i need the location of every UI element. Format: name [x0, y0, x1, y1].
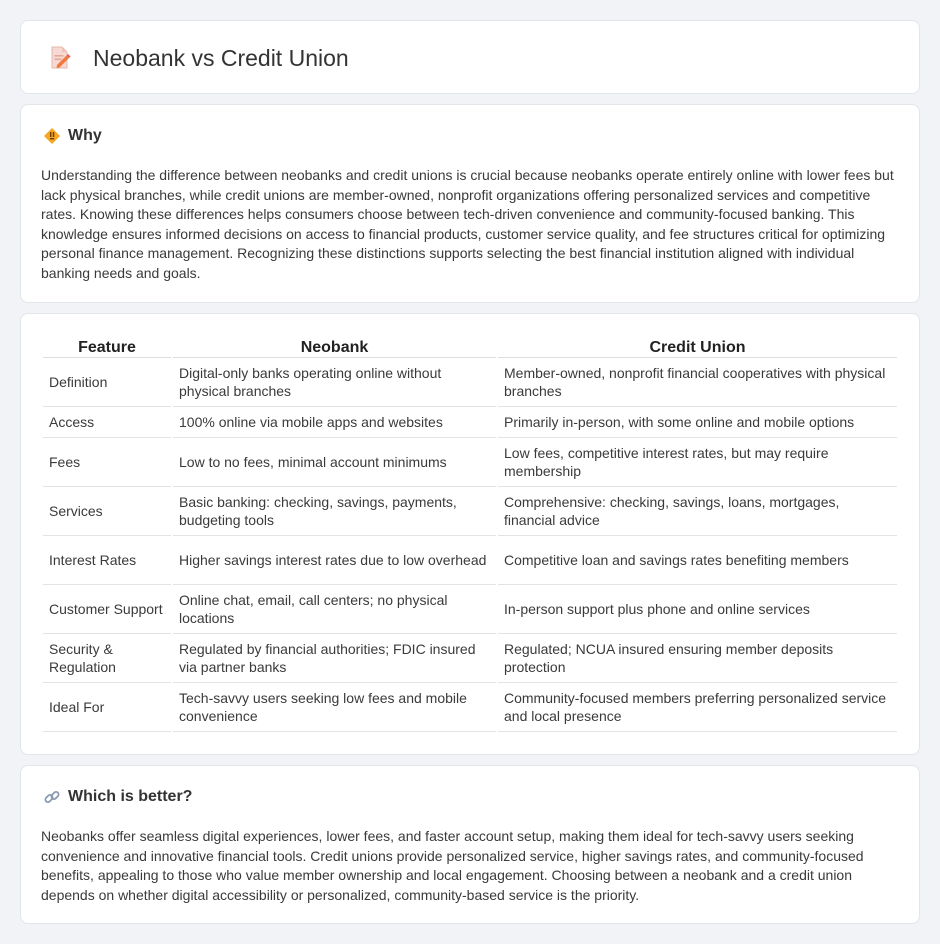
- neobank-cell: Higher savings interest rates due to low overhead: [173, 536, 496, 585]
- table-row: [43, 683, 897, 732]
- title-card: [20, 20, 920, 94]
- table-row: [43, 536, 897, 585]
- table-row: [43, 487, 897, 536]
- which-is-better-section: [20, 765, 920, 924]
- feature-cell: Customer Support: [43, 585, 171, 634]
- credit-union-cell: Primarily in-person, with some online and mobile options: [498, 407, 897, 438]
- neobank-cell: Tech-savvy users seeking low fees and mobile convenience: [173, 683, 496, 732]
- why-text: Understanding the difference between neobanks and credit unions is crucial because neobanks operate entirely online with lower fees but lack physical branches, while credit unions are member-owned, nonprofit organizations offering personalized services and competitive rates. Knowing these differences helps consumers choose between tech-driven convenience and community-focused banking. This knowledge ensures informed decisions on access to financial products, customer service quality, and fee structures critical for optimizing personal finance management. Recognizing these distinctions supports selecting the best financial institution aligned with individual banking needs and goals.: [41, 167, 894, 281]
- warning-sign-icon: [43, 127, 61, 145]
- neobank-cell: Basic banking: checking, savings, payments, budgeting tools: [173, 487, 496, 536]
- table-row: [43, 407, 897, 438]
- neobank-cell: 100% online via mobile apps and websites: [173, 407, 496, 438]
- feature-cell: Interest Rates: [43, 536, 171, 585]
- comparison-table: [41, 334, 899, 732]
- table-row: [43, 358, 897, 407]
- header-feature: Feature: [43, 334, 171, 358]
- credit-union-cell: Member-owned, nonprofit financial cooperatives with physical branches: [498, 358, 897, 407]
- credit-union-cell: In-person support plus phone and online services: [498, 585, 897, 634]
- credit-union-cell: Community-focused members preferring personalized service and local presence: [498, 683, 897, 732]
- header-credit-union: Credit Union: [498, 334, 897, 358]
- feature-cell: Definition: [43, 358, 171, 407]
- credit-union-cell: Regulated; NCUA insured ensuring member deposits protection: [498, 634, 897, 683]
- link-icon: [43, 788, 61, 806]
- feature-cell: Ideal For: [43, 683, 171, 732]
- neobank-cell: Digital-only banks operating online without physical branches: [173, 358, 496, 407]
- neobank-cell: Regulated by financial authorities; FDIC insured via partner banks: [173, 634, 496, 683]
- feature-cell: Fees: [43, 438, 171, 487]
- better-title: Which is better?: [68, 788, 193, 805]
- better-text: Neobanks offer seamless digital experiences, lower fees, and faster account setup, making them ideal for tech-savvy users seeking convenience and innovative financial tools. Credit unions provide personalized service, higher savings rates, and community-focused benefits, appealing to those who value member ownership and local engagement. Choosing between a neobank and a credit union depends on whether digital accessibility or personalized, community-based service is the priority.: [41, 828, 864, 903]
- comparison-table-card: [20, 313, 920, 755]
- feature-cell: Security & Regulation: [43, 634, 171, 683]
- credit-union-cell: Low fees, competitive interest rates, but may require membership: [498, 438, 897, 487]
- why-title: Why: [68, 127, 102, 144]
- credit-union-cell: Comprehensive: checking, savings, loans, mortgages, financial advice: [498, 487, 897, 536]
- feature-cell: Access: [43, 407, 171, 438]
- header-neobank: Neobank: [173, 334, 496, 358]
- document-edit-icon: [45, 44, 73, 72]
- neobank-cell: Low to no fees, minimal account minimums: [173, 438, 496, 487]
- why-section: [20, 104, 920, 303]
- neobank-cell: Online chat, email, call centers; no physical locations: [173, 585, 496, 634]
- feature-cell: Services: [43, 487, 171, 536]
- table-row: [43, 438, 897, 487]
- credit-union-cell: Competitive loan and savings rates benefiting members: [498, 536, 897, 585]
- table-header-row: [43, 334, 897, 358]
- table-row: [43, 585, 897, 634]
- table-row: [43, 634, 897, 683]
- page-title: Neobank vs Credit Union: [93, 45, 349, 71]
